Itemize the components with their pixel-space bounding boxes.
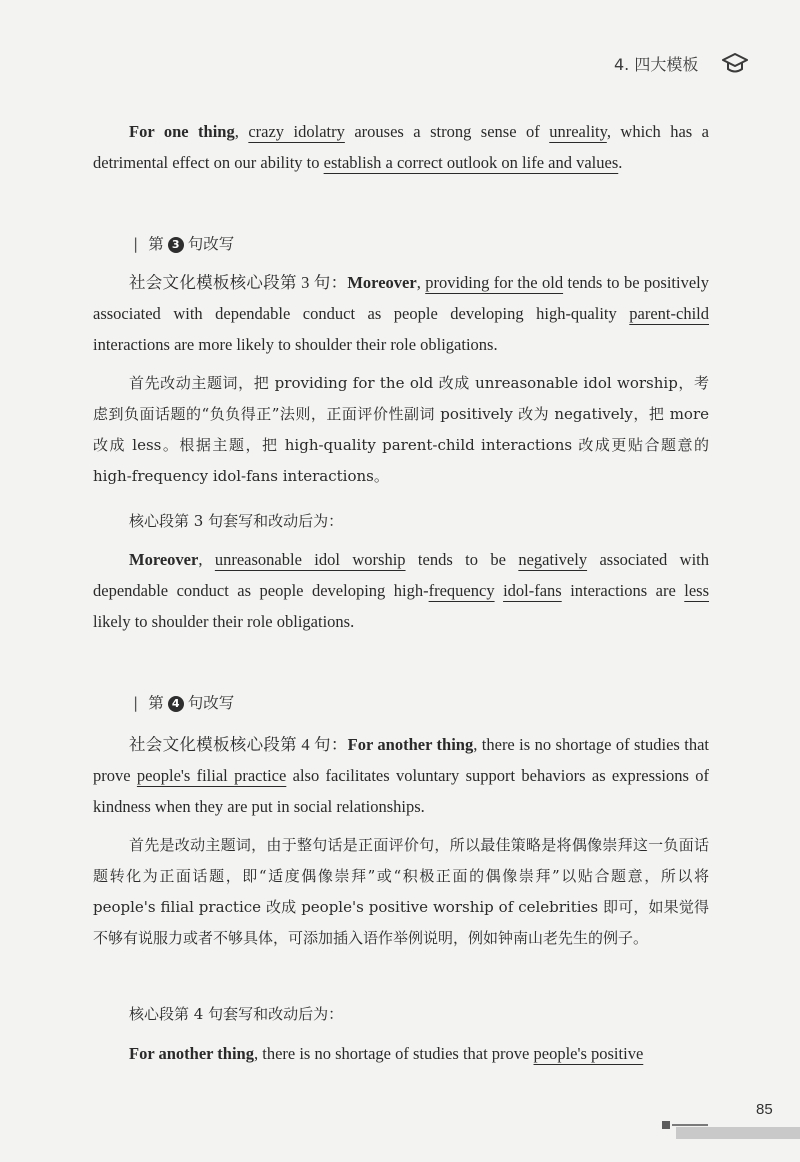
header-chapter-title: 4. 四大模板: [614, 55, 699, 74]
footer-decoration-bar: [676, 1127, 800, 1139]
paragraph-template-sentence-3: 社会文化模板核心段第 3 句：Moreover, providing for the old tends to be positively associated with dependable conduct as people developing high-quality parent-child interactions are more likely to shoulder their role obligations.: [93, 273, 709, 354]
paragraph-explanation-3: 首先改动主题词，把 providing for the old 改成 unreasonable idol worship，考虑到负面话题的“负负得正”法则，正面评价性副词 positively 改为 negatively，把 more 改成 less。根据主题，把 high-quality parent-child interactions 改成更贴合题意的 high-frequency idol-fans interactions。: [93, 374, 709, 485]
graduation-cap-icon: [722, 51, 748, 75]
paragraph-rewritten-sentence-3: Moreover, unreasonable idol worship tends to be negatively associated with dependable conduct as people developing high-frequency idol-fans interactions are less likely to shoulder their role obligations.: [93, 550, 710, 631]
section-heading-4: | 第 4 句改写: [133, 694, 235, 712]
paragraph-template-sentence-4: 社会文化模板核心段第 4 句：For another thing, there is no shortage of studies that prove people's filial practice also facilitates voluntary support behaviors as expressions of kindness when they are put in social relationships.: [93, 735, 710, 816]
paragraph-explanation-4: 首先是改动主题词，由于整句话是正面评价句，所以最佳策略是将偶像崇拜这一负面话题转化为正面话题，即“适度偶像崇拜”或“积极正面的偶像崇拜”以贴合题意，所以将 people's filial practice 改成 people's positive worship of celebrities 即可，如果觉得不够有说服力或者不够具体，可添加插入语作举例说明，例如钟南山老先生的例子。: [93, 836, 709, 947]
section-heading-3: | 第 3 句改写: [133, 235, 235, 253]
page-number: 85: [756, 1101, 773, 1118]
footer-decoration-line: [672, 1124, 708, 1126]
paragraph-rewritten-sentence-4: For another thing, there is no shortage of studies that prove people's positive: [129, 1044, 644, 1063]
paragraph-rewrite-intro-3: 核心段第 3 句套写和改动后为：: [129, 512, 344, 530]
paragraph-rewrite-intro-4: 核心段第 4 句套写和改动后为：: [129, 1005, 344, 1023]
footer-decoration-dot: [662, 1121, 670, 1129]
paragraph-one-thing: For one thing, crazy idolatry arouses a strong sense of unreality, which has a detrimental effect on our ability to establish a correct outlook on life and values.: [93, 122, 709, 172]
